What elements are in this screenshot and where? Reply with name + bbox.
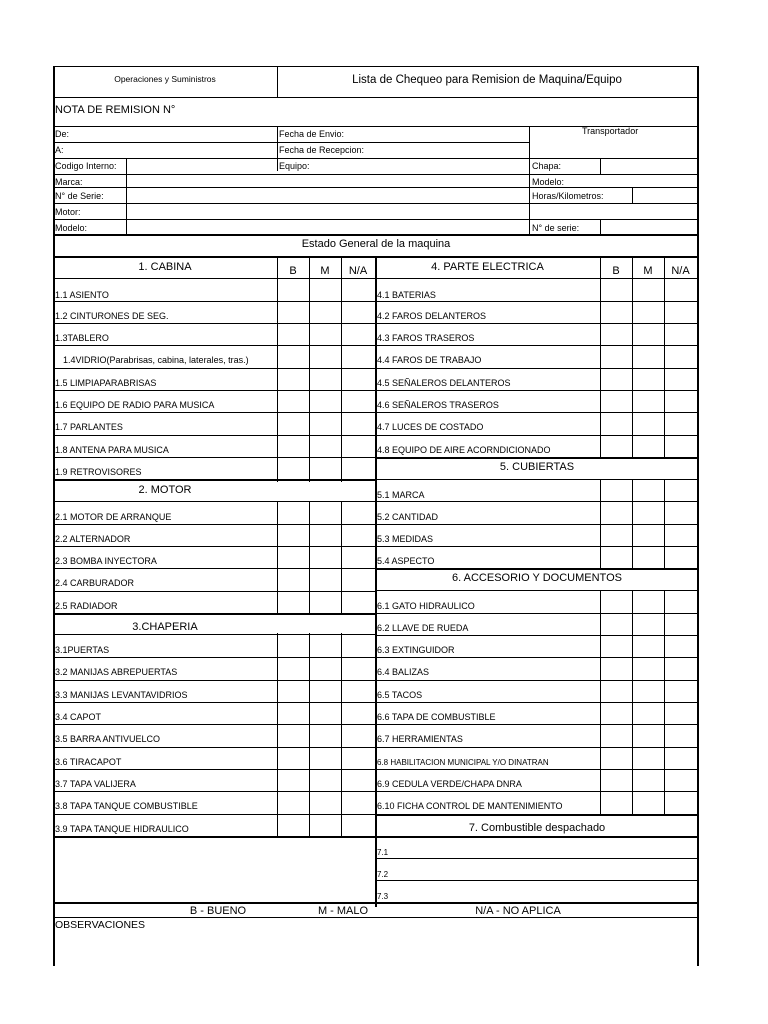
list-item: 4.8 EQUIPO DE AIRE ACORNDICIONADO (377, 445, 551, 455)
list-item: 1.2 CINTURONES DE SEG. (55, 311, 169, 321)
list-item: 5.1 MARCA (377, 490, 425, 500)
col-b-left: B (289, 265, 297, 277)
list-item: 6.3 EXTINGUIDOR (377, 645, 455, 655)
company-name: Operaciones y Suministros (114, 74, 216, 84)
list-item: 1.9 RETROVISORES (55, 467, 142, 477)
list-item: 6.6 TAPA DE COMBUSTIBLE (377, 712, 496, 722)
list-item: 4.3 FAROS TRASEROS (377, 333, 475, 343)
fecha-envio-label: Fecha de Envio: (279, 129, 345, 139)
combustible-item: 7.2 (377, 870, 389, 879)
motor-title: 2. MOTOR (138, 484, 192, 496)
list-item: 3.2 MANIJAS ABREPUERTAS (55, 667, 178, 677)
list-item: 4.4 FAROS DE TRABAJO (377, 355, 482, 365)
list-item: 1.4VIDRIO(Parabrisas, cabina, laterales, tras.) (63, 355, 249, 365)
combustible-item: 7.1 (377, 848, 389, 857)
nota-remision: NOTA DE REMISION N° (55, 104, 176, 116)
cabina-title: 1. CABINA (138, 261, 192, 273)
de-label: De: (55, 129, 70, 139)
list-item: 1.5 LIMPIAPARABRISAS (55, 378, 157, 388)
list-item: 3.3 MANIJAS LEVANTAVIDRIOS (55, 690, 188, 700)
list-item: 3.6 TIRACAPOT (55, 757, 122, 767)
modelo-label: Modelo: (55, 223, 88, 233)
observaciones-label: OBSERVACIONES (55, 919, 146, 931)
list-item: 5.3 MEDIDAS (377, 534, 434, 544)
modelo-right-label: Modelo: (532, 177, 565, 187)
list-item: 1.8 ANTENA PARA MUSICA (55, 445, 169, 455)
equipo-label: Equipo: (279, 161, 310, 171)
list-item: 2.1 MOTOR DE ARRANQUE (55, 512, 172, 522)
accesorio-title: 6. ACCESORIO Y DOCUMENTOS (452, 572, 622, 584)
legend-malo: M - MALO (317, 905, 369, 917)
list-item: 2.3 BOMBA INYECTORA (55, 556, 157, 566)
list-item: 3.1PUERTAS (55, 645, 110, 655)
list-item: 3.7 TAPA VALIJERA (55, 779, 136, 789)
motor-label: Motor: (55, 207, 81, 217)
list-item: 6.4 BALIZAS (377, 667, 430, 677)
list-item: 3.5 BARRA ANTIVUELCO (55, 734, 161, 744)
list-item: 6.1 GATO HIDRAULICO (377, 601, 475, 611)
legend-no-aplica: N/A - NO APLICA (475, 905, 561, 917)
list-item: 4.7 LUCES DE COSTADO (377, 422, 484, 432)
cubiertas-title: 5. CUBIERTAS (499, 461, 575, 473)
col-na-right: N/A (671, 265, 690, 277)
list-item: 3.4 CAPOT (55, 712, 102, 722)
list-item: 4.6 SEÑALEROS TRASEROS (377, 400, 499, 410)
list-item: 4.5 SEÑALEROS DELANTEROS (377, 378, 511, 388)
chapa-label: Chapa: (532, 161, 562, 171)
codigo-label: Codigo Interno: (55, 161, 117, 171)
list-item: 6.7 HERRAMIENTAS (377, 734, 463, 744)
estado-general-title: Estado General de la maquina (301, 238, 451, 250)
list-item: 1.7 PARLANTES (55, 422, 123, 432)
list-item: 5.2 CANTIDAD (377, 512, 439, 522)
fecha-recepcion-label: Fecha de Recepcion: (279, 145, 365, 155)
list-item: 6.9 CEDULA VERDE/CHAPA DNRA (377, 779, 522, 789)
legend-bueno: B - BUENO (189, 905, 247, 917)
list-item: 2.5 RADIADOR (55, 601, 118, 611)
combustible-item: 7.3 (377, 892, 389, 901)
transportador-label: Transportador (582, 126, 639, 136)
marca-label: Marca: (55, 177, 83, 187)
col-b-right: B (612, 265, 620, 277)
serie-label: N° de Serie: (55, 191, 104, 201)
list-item: 2.2 ALTERNADOR (55, 534, 131, 544)
horas-label: Horas/Kilometros: (532, 191, 604, 201)
list-item: 1.3TABLERO (55, 333, 109, 343)
list-item: 2.4 CARBURADOR (55, 578, 135, 588)
a-label: A: (55, 145, 64, 155)
observaciones-area[interactable] (55, 934, 695, 964)
list-item: 3.8 TAPA TANQUE COMBUSTIBLE (55, 801, 198, 811)
checklist-form (53, 66, 699, 966)
col-m-right: M (643, 265, 653, 277)
list-item: 6.2 LLAVE DE RUEDA (377, 623, 469, 633)
list-item: 1.6 EQUIPO DE RADIO PARA MUSICA (55, 400, 215, 410)
list-item: 3.9 TAPA TANQUE HIDRAULICO (55, 824, 189, 834)
form-title: Lista de Chequeo para Remision de Maquina/Equipo (352, 74, 622, 86)
serie-right-label: N° de serie: (532, 223, 580, 233)
list-item: 6.8 HABILITACION MUNICIPAL Y/O DINATRAN (377, 758, 549, 767)
list-item: 6.10 FICHA CONTROL DE MANTENIMIENTO (377, 801, 563, 811)
list-item: 6.5 TACOS (377, 690, 423, 700)
border-top (53, 66, 699, 67)
chaperia-title: 3.CHAPERIA (132, 621, 198, 633)
list-item: 4.1 BATERIAS (377, 290, 436, 300)
col-na-left: N/A (348, 265, 368, 277)
col-m-left: M (320, 265, 330, 277)
list-item: 5.4 ASPECTO (377, 556, 435, 566)
list-item: 1.1 ASIENTO (55, 290, 109, 300)
list-item: 4.2 FAROS DELANTEROS (377, 311, 487, 321)
combustible-title: 7. Combustible despachado (468, 822, 606, 834)
electrica-title: 4. PARTE ELECTRICA (431, 261, 544, 273)
